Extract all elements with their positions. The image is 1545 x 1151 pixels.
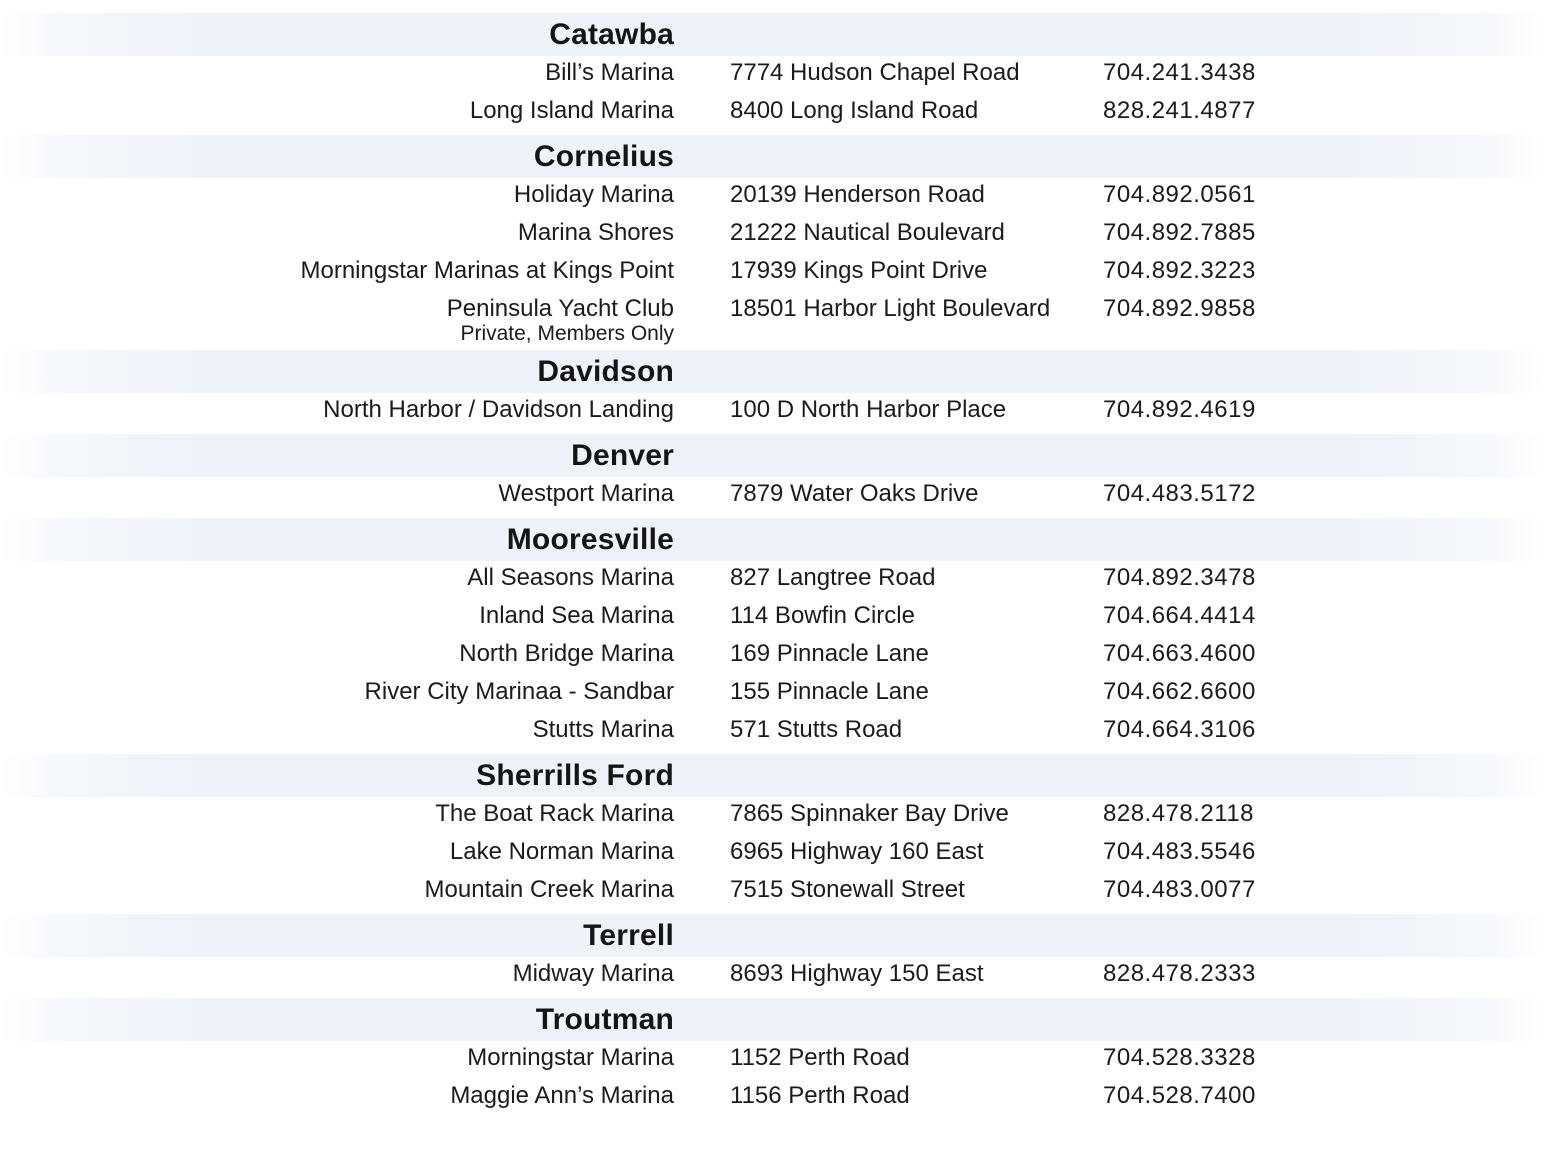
marina-phone: 704.892.9858: [1103, 295, 1256, 322]
marina-phone: 828.478.2333: [1103, 960, 1256, 987]
marina-phone: 704.892.3478: [1103, 564, 1256, 591]
marina-name: Stutts Marina: [532, 716, 674, 743]
marina-name-cell: [450, 1082, 674, 1110]
marina-address: 169 Pinnacle Lane: [730, 640, 929, 667]
marina-row: [0, 873, 1545, 911]
marina-name: North Harbor / Davidson Landing: [323, 396, 674, 423]
marina-row: [0, 561, 1545, 599]
marina-row: [0, 56, 1545, 94]
marina-row: [0, 292, 1545, 347]
marina-address: 7865 Spinnaker Bay Drive: [730, 800, 1009, 827]
marina-name-cell: [513, 960, 674, 988]
marina-phone: 828.478.2118: [1103, 800, 1255, 827]
town-header: [0, 13, 1545, 56]
marina-address: 20139 Henderson Road: [730, 181, 985, 208]
marina-row: [0, 94, 1545, 132]
marina-row: [0, 675, 1545, 713]
marina-address: 114 Bowfin Circle: [730, 602, 915, 629]
marina-phone: 704.528.3328: [1103, 1044, 1256, 1071]
marina-row: [0, 599, 1545, 637]
marina-name: All Seasons Marina: [467, 564, 674, 591]
town-section: [0, 754, 1545, 914]
marina-name-cell: [447, 295, 674, 346]
town-section: [0, 135, 1545, 350]
marina-address: 7774 Hudson Chapel Road: [730, 59, 1020, 86]
marina-name: Maggie Ann’s Marina: [450, 1082, 674, 1109]
marina-phone: 704.528.7400: [1103, 1082, 1256, 1109]
marina-address: 100 D North Harbor Place: [730, 396, 1007, 423]
marina-row: [0, 713, 1545, 751]
marina-phone: 704.892.7885: [1103, 219, 1256, 246]
marina-name: Lake Norman Marina: [449, 838, 674, 865]
marina-name: Holiday Marina: [513, 181, 674, 208]
marina-name-cell: [425, 876, 674, 904]
marina-phone: 704.664.4414: [1103, 602, 1256, 629]
marina-address: 18501 Harbor Light Boulevard: [730, 295, 1051, 322]
marina-name: Midway Marina: [512, 960, 674, 987]
marina-phone: 704.483.5172: [1103, 480, 1256, 507]
marina-name-cell: [498, 480, 674, 508]
marina-name-cell: [479, 602, 674, 630]
town-header: [0, 434, 1545, 477]
marina-name-cell: [365, 678, 674, 706]
town-name: Mooresville: [506, 523, 674, 556]
marina-list: [0, 393, 1545, 434]
marina-name: Westport Marina: [498, 480, 674, 507]
marina-name: Morningstar Marina: [467, 1044, 674, 1071]
marina-phone: 704.892.4619: [1103, 396, 1256, 423]
marina-list: [0, 561, 1545, 754]
marina-list: [0, 957, 1545, 998]
marina-name-cell: [459, 640, 674, 668]
town-header: [0, 754, 1545, 797]
marina-row: [0, 178, 1545, 216]
marina-address: 155 Pinnacle Lane: [730, 678, 929, 705]
marina-name-cell: [323, 396, 674, 424]
marina-address: 17939 Kings Point Drive: [730, 257, 988, 284]
town-section: [0, 914, 1545, 998]
marina-row: [0, 637, 1545, 675]
town-header: [0, 914, 1545, 957]
marina-name-cell: [470, 97, 674, 125]
marina-list: [0, 178, 1545, 350]
marina-name: North Bridge Marina: [459, 640, 674, 667]
marina-name: The Boat Rack Marina: [435, 800, 674, 827]
marina-list: [0, 56, 1545, 135]
marina-row: [0, 254, 1545, 292]
marina-note: Private, Members Only: [460, 322, 674, 345]
town-name: Catawba: [549, 18, 674, 51]
town-header: [0, 135, 1545, 178]
marina-phone: 704.483.0077: [1103, 876, 1256, 903]
marina-address: 8693 Highway 150 East: [730, 960, 984, 987]
marina-phone: 704.892.3223: [1103, 257, 1256, 284]
marina-name: Mountain Creek Marina: [424, 876, 674, 903]
marina-list: [0, 797, 1545, 914]
marina-phone: 704.241.3438: [1103, 59, 1256, 86]
town-name: Terrell: [583, 919, 674, 952]
marina-address: 21222 Nautical Boulevard: [730, 219, 1005, 246]
marina-address: 7515 Stonewall Street: [730, 876, 965, 903]
marina-address: 8400 Long Island Road: [730, 97, 979, 124]
marina-address: 571 Stutts Road: [730, 716, 903, 743]
town-header: [0, 998, 1545, 1041]
marina-row: [0, 957, 1545, 995]
town-name: Davidson: [537, 355, 674, 388]
marina-list: [0, 477, 1545, 518]
marina-phone: 704.664.3106: [1103, 716, 1256, 743]
marina-phone: 704.663.4600: [1103, 640, 1256, 667]
marina-name-cell: [518, 219, 674, 247]
marina-address: 6965 Highway 160 East: [730, 838, 984, 865]
marina-phone: 828.241.4877: [1103, 97, 1256, 124]
marina-name-cell: [545, 59, 674, 87]
marina-row: [0, 1041, 1545, 1079]
marina-address: 1152 Perth Road: [730, 1044, 910, 1071]
marina-phone: 704.662.6600: [1103, 678, 1256, 705]
marina-address: 1156 Perth Road: [730, 1082, 910, 1109]
marina-row: [0, 477, 1545, 515]
town-section: [0, 434, 1545, 518]
town-name: Denver: [571, 439, 674, 472]
marina-name: Marina Shores: [517, 219, 674, 246]
marina-name: Morningstar Marinas at Kings Point: [300, 257, 674, 284]
marina-row: [0, 1079, 1545, 1117]
marina-name-cell: [514, 181, 674, 209]
marina-name-cell: [450, 838, 674, 866]
marina-list: [0, 1041, 1545, 1120]
marina-phone: 704.483.5546: [1103, 838, 1256, 865]
town-header: [0, 518, 1545, 561]
marina-name-cell: [467, 564, 674, 592]
marina-name-cell: [301, 257, 675, 285]
marina-name: Inland Sea Marina: [479, 602, 674, 629]
marina-row: [0, 835, 1545, 873]
town-section: [0, 518, 1545, 754]
marina-address: 7879 Water Oaks Drive: [730, 480, 979, 507]
town-header: [0, 350, 1545, 393]
marina-name-cell: [435, 800, 674, 828]
town-section: [0, 13, 1545, 135]
marina-name: Long Island Marina: [469, 97, 674, 124]
marina-name-cell: [533, 716, 674, 744]
town-name: Sherrills Ford: [476, 759, 674, 792]
marina-row: [0, 393, 1545, 431]
marina-name: Bill’s Marina: [545, 59, 674, 86]
marina-phone: 704.892.0561: [1103, 181, 1256, 208]
town-section: [0, 350, 1545, 434]
town-name: Troutman: [535, 1003, 674, 1036]
marina-directory: [0, 13, 1545, 1120]
marina-row: [0, 216, 1545, 254]
town-section: [0, 998, 1545, 1120]
marina-name-cell: [467, 1044, 674, 1072]
marina-row: [0, 797, 1545, 835]
marina-name: Peninsula Yacht Club: [446, 295, 674, 322]
marina-name: River City Marinaa - Sandbar: [364, 678, 674, 705]
town-name: Cornelius: [533, 140, 674, 173]
marina-address: 827 Langtree Road: [730, 564, 936, 591]
